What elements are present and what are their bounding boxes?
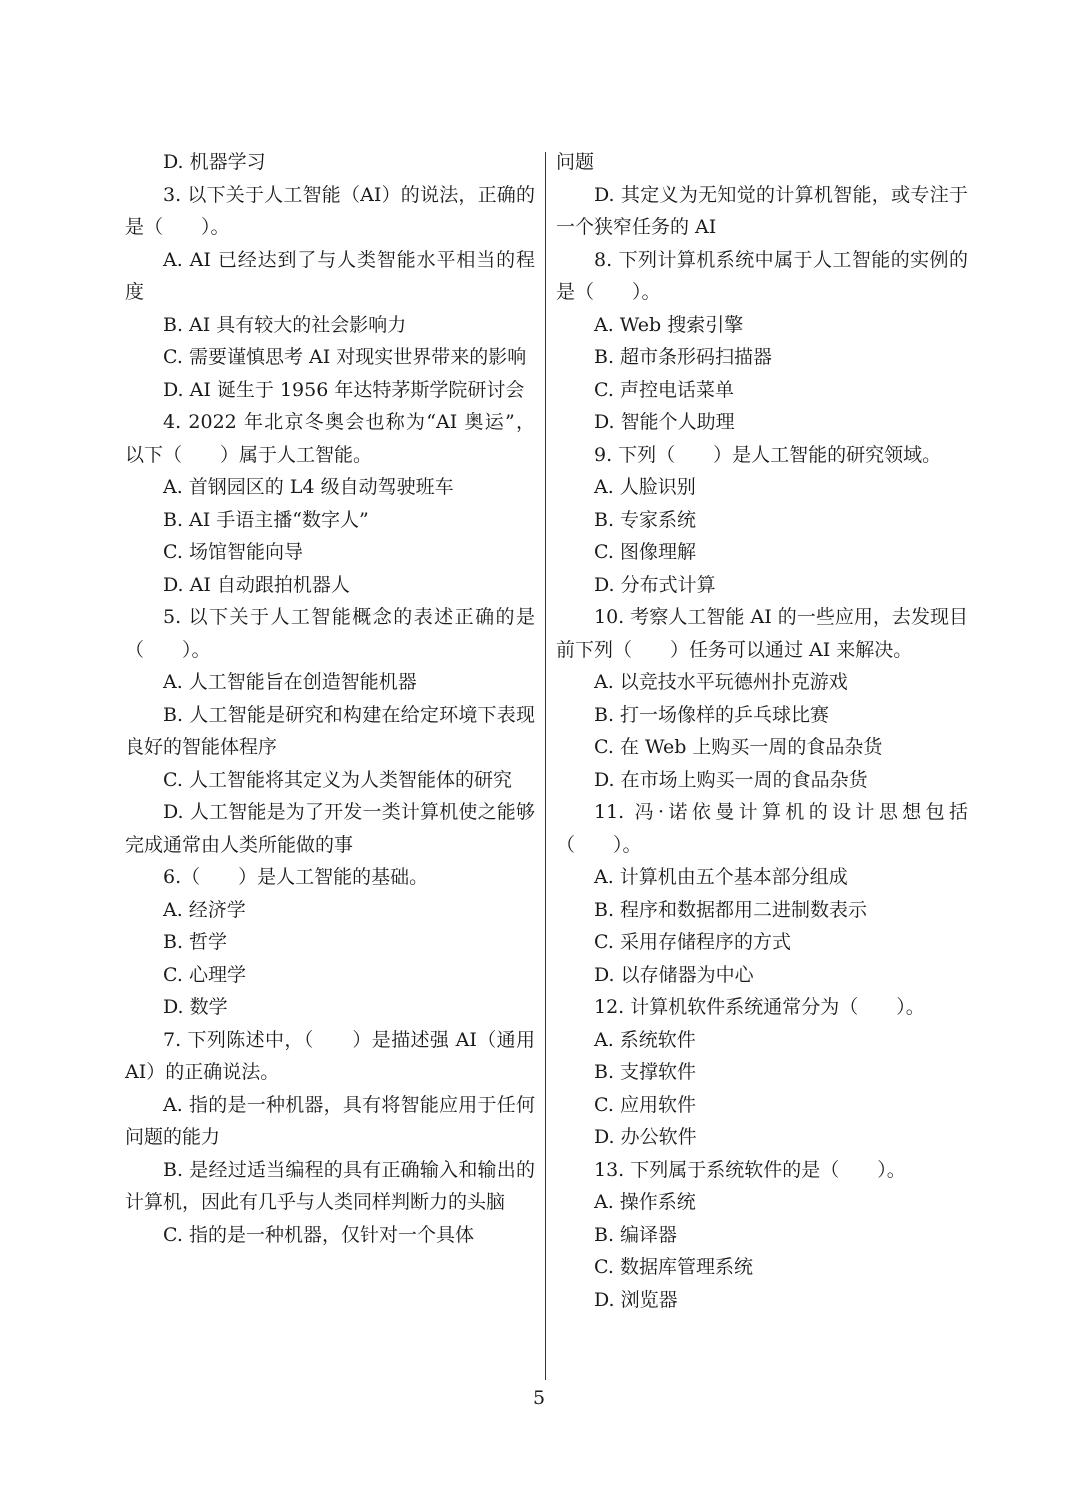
question-line: D. 其定义为无知觉的计算机智能，或专注于一个狭窄任务的 AI bbox=[556, 183, 968, 238]
question-line: D. AI 自动跟拍机器人 bbox=[163, 573, 350, 596]
question-line: 11. 冯·诺依曼计算机的设计思想包括（ ）。 bbox=[556, 801, 968, 856]
page-number: 5 bbox=[532, 1387, 546, 1409]
question-line: B. 人工智能是研究和构建在给定环境下表现良好的智能体程序 bbox=[125, 703, 535, 758]
question-line: A. 系统软件 bbox=[594, 1028, 696, 1051]
question-line: B. 支撑软件 bbox=[594, 1061, 697, 1083]
question-line: D. 人工智能是为了开发一类计算机使之能够完成通常由人类所能做的事 bbox=[125, 801, 535, 856]
question-line: B. 打一场像样的乒乓球比赛 bbox=[594, 703, 830, 726]
question-line: A. 以竞技水平玩德州扑克游戏 bbox=[594, 671, 848, 693]
question-line: 9. 下列（ ）是人工智能的研究领域。 bbox=[594, 443, 942, 466]
question-line: B. 编译器 bbox=[594, 1223, 678, 1246]
question-line: 12. 计算机软件系统通常分为（ ）。 bbox=[594, 996, 925, 1018]
question-line: B. AI 手语主播“数字人” bbox=[163, 508, 369, 531]
question-line: A. 操作系统 bbox=[594, 1191, 696, 1213]
question-line: C. 人工智能将其定义为人类智能体的研究 bbox=[163, 768, 512, 791]
question-line: D. 办公软件 bbox=[594, 1126, 697, 1148]
question-line: A. 指的是一种机器，具有将智能应用于任何问题的能力 bbox=[125, 1093, 535, 1148]
question-line: B. 超市条形码扫描器 bbox=[594, 346, 773, 368]
question-line: D. 数学 bbox=[163, 996, 228, 1018]
question-line: C. 心理学 bbox=[163, 963, 246, 986]
question-line: 3. 以下关于人工智能（AI）的说法，正确的是（ ）。 bbox=[125, 183, 535, 238]
question-line: 问题 bbox=[556, 151, 595, 173]
question-line: D. 机器学习 bbox=[163, 151, 266, 173]
question-line: B. 程序和数据都用二进制数表示 bbox=[594, 898, 868, 921]
column-divider bbox=[545, 152, 546, 1380]
question-line: B. AI 具有较大的社会影响力 bbox=[163, 313, 407, 336]
question-line: B. 是经过适当编程的具有正确输入和输出的计算机，因此有几乎与人类同样判断力的头脑 bbox=[125, 1158, 535, 1213]
question-line: C. 在 Web 上购买一周的食品杂货 bbox=[594, 736, 883, 758]
question-line: 6.（ ）是人工智能的基础。 bbox=[163, 866, 429, 888]
question-line: 13. 下列属于系统软件的是（ ）。 bbox=[594, 1158, 906, 1181]
question-line: B. 专家系统 bbox=[594, 508, 697, 531]
question-line: C. 指的是一种机器，仅针对一个具体 bbox=[163, 1223, 474, 1246]
question-line: D. 智能个人助理 bbox=[594, 411, 735, 433]
question-line: D. 以存储器为中心 bbox=[594, 963, 754, 986]
question-line: C. 需要谨慎思考 AI 对现实世界带来的影响 bbox=[163, 346, 527, 368]
question-line: A. 计算机由五个基本部分组成 bbox=[594, 866, 848, 888]
question-line: C. 采用存储程序的方式 bbox=[594, 931, 791, 953]
question-line: A. 经济学 bbox=[163, 898, 246, 921]
question-line: 8. 下列计算机系统中属于人工智能的实例的是（ ）。 bbox=[556, 248, 968, 303]
question-line: D. 浏览器 bbox=[594, 1288, 678, 1311]
question-line: 10. 考察人工智能 AI 的一些应用，去发现目前下列（ ）任务可以通过 AI 来解决。 bbox=[556, 606, 968, 661]
question-line: 7. 下列陈述中，（ ）是描述强 AI（通用 AI）的正确说法。 bbox=[125, 1028, 535, 1083]
question-line: D. 分布式计算 bbox=[594, 573, 716, 596]
question-line: A. 首钢园区的 L4 级自动驾驶班车 bbox=[163, 476, 454, 498]
question-line: C. 数据库管理系统 bbox=[594, 1256, 753, 1278]
question-line: 4. 2022 年北京冬奥会也称为“AI 奥运”，以下（ ）属于人工智能。 bbox=[125, 411, 535, 466]
question-line: D. AI 诞生于 1956 年达特茅斯学院研讨会 bbox=[163, 378, 525, 401]
question-line: A. 人脸识别 bbox=[594, 476, 696, 498]
question-line: B. 哲学 bbox=[163, 931, 228, 953]
question-line: C. 场馆智能向导 bbox=[163, 541, 303, 563]
left-column bbox=[125, 146, 535, 1251]
question-line: D. 在市场上购买一周的食品杂货 bbox=[594, 768, 868, 791]
question-line: 5. 以下关于人工智能概念的表述正确的是（ ）。 bbox=[125, 606, 535, 661]
question-line: A. Web 搜索引擎 bbox=[594, 313, 744, 336]
question-line: A. 人工智能旨在创造智能机器 bbox=[163, 671, 417, 693]
question-line: C. 应用软件 bbox=[594, 1093, 696, 1116]
question-line: C. 图像理解 bbox=[594, 541, 696, 563]
question-line: A. AI 已经达到了与人类智能水平相当的程度 bbox=[125, 248, 535, 303]
question-line: C. 声控电话菜单 bbox=[594, 378, 734, 401]
right-column bbox=[556, 146, 968, 1316]
